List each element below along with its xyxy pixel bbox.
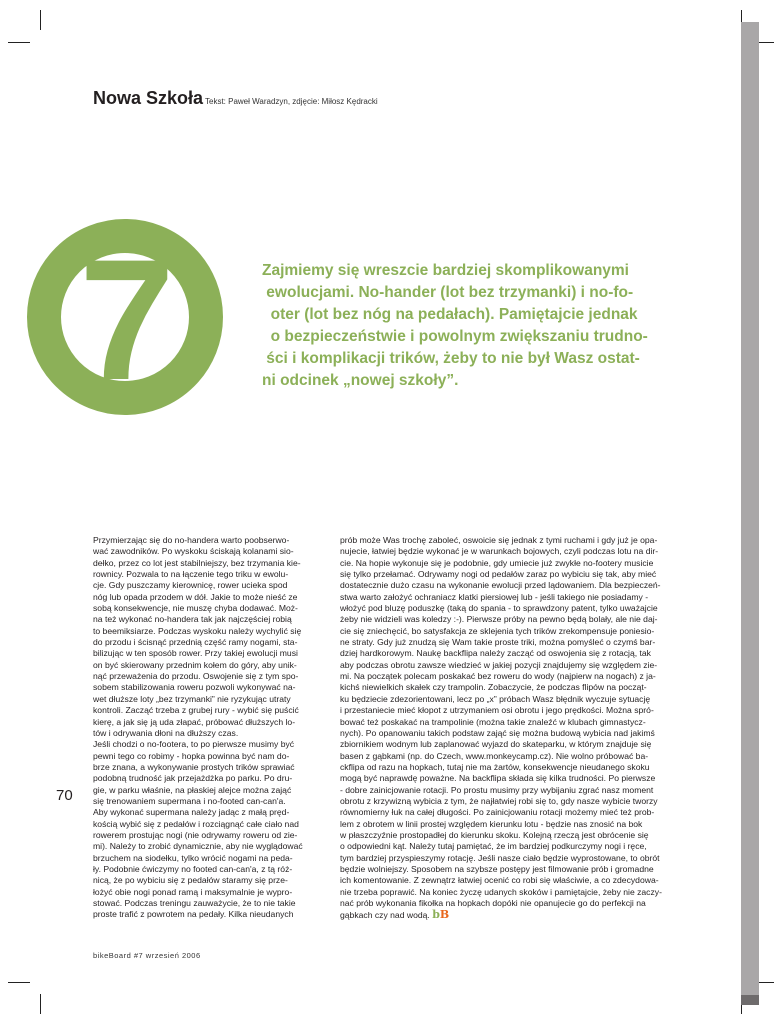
text-line: aby podczas obrotu zawsze wiedzieć w jakiej pozycji znajdujemy się względem zie- xyxy=(340,659,658,670)
text-line: rowerem prostując nogi (nie odrywamy roweru od zie- xyxy=(93,829,298,840)
text-line: sobem stabilizowania roweru pozwoli wykonywać na- xyxy=(93,682,296,693)
text-line: pewni tego co robimy - hopka powinna być nam do- xyxy=(93,750,290,761)
text-line: to beemiksiarze. Podczas wyskoku należy wychylić się xyxy=(93,625,302,636)
text-line: lem z obrotem w linii prostej względem kierunku lotu - będzie nas znosić na bok xyxy=(340,818,643,829)
text-line: kontroli. Zacząć trzeba z grubej rury - wybić się puścić xyxy=(93,705,299,716)
text-line: nąć przeważenia do przodu. Oswojenie się z tym spo- xyxy=(93,671,299,682)
end-mark-B: B xyxy=(439,908,450,922)
text-line: ły. Podobnie ćwiczymy no footed can-can'a, z tą róż- xyxy=(93,863,293,874)
badge-number: 7 xyxy=(79,224,175,416)
text-line: mi. Na początek polecam poskakać bez roweru do wody (najpierw na nogach) z ja- xyxy=(340,671,656,682)
text-line: cje. Gdy puszczamy kierownicę, rower ucieka spod xyxy=(93,580,288,591)
text-line: gąbkach czy nad wodą. xyxy=(340,910,430,921)
text-line: kichś niewielkich skałek czy trampolin. Zobaczycie, że podczas flipów na począt- xyxy=(340,682,647,693)
crop-mark-bl-h xyxy=(8,982,30,983)
lead-line: ewolucjami. No-hander (lot bez trzymanki) i no-fo- xyxy=(262,284,634,301)
text-line: on być skierowany przednim kołem do góry, aby unik- xyxy=(93,659,297,670)
text-line: - dobre zainicjowanie rotacji. Po prostu musimy przy wybijaniu zgrać nasz moment xyxy=(340,784,654,795)
text-line: zbiornikiem wodnym lub zaplanować wyjazd do skateparku, w którym znajduje się xyxy=(340,739,652,750)
text-line: nie trzeba poprawić. Na koniec życzę udanych skoków i pamiętajcie, żeby nie zaczy- xyxy=(340,886,662,897)
end-mark-b: b xyxy=(432,908,440,922)
text-line: nujecie, łatwiej będzie wykonać je w warunkach bojowych, czyli podczas lotu na dir- xyxy=(340,546,659,557)
text-line: kierę, a jak się ją uda złapać, próbować dłuższych lo- xyxy=(93,716,296,727)
text-line: dełko, przez co lot jest stabilniejszy, bez trzymania kie- xyxy=(93,557,301,568)
text-line: tów i odrywania dłoni na dłuższy czas. xyxy=(93,727,239,738)
text-line: cie się zniechęcić, bo satysfakcja ze sklejenia tych trików zrekompensuje poniesio- xyxy=(340,625,655,636)
text-line: nóg lub opada przodem w dół. Jakie to może nieść ze xyxy=(93,591,298,602)
text-line: ne straty. Gdy już znudzą się Wam takie proste triki, można pomyśleć o czymś bar- xyxy=(340,637,656,648)
text-line: bować też poskakać na trampolinie (można takie znaleźć w klubach gimnastycz- xyxy=(340,716,646,727)
page-spine-bar-bottom xyxy=(741,995,759,1005)
text-line: ckflipa od razu na hopkach, tutaj nie ma żartów, konsekwencje nieudanego skoku xyxy=(340,761,650,772)
page-title: Nowa Szkoła xyxy=(93,88,204,108)
text-line: ku będziecie zdezorientowani, lecz po „x” próbach Wasz błędnik wyczuje sytuację xyxy=(340,693,651,704)
episode-number-badge xyxy=(25,217,225,417)
page-spine-bar xyxy=(741,22,759,1000)
text-line: nicą, że po wybiciu się z pedałów staramy się prze- xyxy=(93,875,288,886)
text-line: stować. Podczas treningu zauważycie, że to nie takie xyxy=(93,898,296,908)
text-line: się trenowaniem supermana i no-footed can-can'a. xyxy=(93,795,286,806)
text-line: Aby wykonać supermana należy jadąc z małą pręd- xyxy=(93,807,290,818)
text-line: basen z gąbkami (np. do Czech, www.monkeycamp.cz). Nie wolno próbować ba- xyxy=(340,750,649,761)
lead-line: Zajmiemy się wreszcie bardziej skomplikowanymi xyxy=(262,262,629,279)
text-line: mi). Należy to zrobić dynamicznie, aby nie wyglądować xyxy=(93,841,303,852)
lead-line: ści i komplikacji trików, żeby to nie był Wasz ostat- xyxy=(262,350,640,367)
text-line: żeby nie widzieli was koledzy :-). Pierwsze próby na pewno będą bolały, ale nie daj- xyxy=(340,614,658,625)
page-footer: bikeBoard #7 wrzesień 2006 xyxy=(93,951,201,960)
text-line: brzuchem na siodełku, tylko wrócić nogami na peda- xyxy=(93,852,293,863)
text-line: i przestaniecie mieć kłopot z utrzymaniem osi obrotu i jego prędkości. Można spró- xyxy=(340,705,654,716)
lead-line: ni odcinek „nowej szkoły”. xyxy=(262,372,459,389)
text-line: stwa warto założyć ochraniacz klatki piersiowej lub - jeśli takiego nie posiadamy - xyxy=(340,591,649,602)
page-number: 70 xyxy=(56,787,73,804)
text-line: ich komentowanie. Z zewnątrz łatwiej ocenić co robi się właściwie, a co zdecydowa- xyxy=(340,875,659,886)
text-line: się tylko przełamać. Odrywamy nogi od pedałów zaraz po wybiciu się tak, aby mieć xyxy=(340,569,657,580)
text-line: bilizując w ten sposób rower. Przy takiej ewolucji musi xyxy=(93,648,298,659)
text-line: w płaszczyźnie prostopadłej do kierunku skoku. Kolejną rzeczą jest obrócenie się xyxy=(340,829,649,840)
text-line: równomierny łuk na całej długości. Po zainicjowaniu rotacji możemy mieć też prob- xyxy=(340,807,655,818)
text-line: tym bardziej przyspieszymy rotację. Jeśli nasze ciało będzie wyprostowane, to obrót xyxy=(340,852,660,863)
body-column-left xyxy=(93,535,325,921)
text-line: będzie wolniejszy. Sposobem na szybsze postępy jest filmowanie prób i gromadne xyxy=(340,863,654,874)
crop-mark-tl-v xyxy=(40,10,41,30)
lead-paragraph xyxy=(262,260,702,392)
text-line: gie, w parku właśnie, na płaskiej alejce można zająć xyxy=(93,784,292,795)
body-column-right xyxy=(340,535,692,922)
lead-line: o bezpieczeństwie i powolnym zwiększaniu trudno- xyxy=(262,328,648,345)
end-mark-logo xyxy=(432,909,449,921)
text-line: włożyć pod bluzę poduszkę (taką do spania - to sprawdzony patent, tylko uważajcie xyxy=(340,603,658,614)
text-line: do przodu i ścisnąć przednią część ramy nogami, sta- xyxy=(93,637,298,648)
text-line: łożyć obie nogi ponad ramą i maksymalnie je wypro- xyxy=(93,886,293,897)
text-line: nać prób wykonania fikołka na hopkach dopóki nie opanujecie go do perfekcji na xyxy=(340,898,646,908)
text-line: rownicy. Pozwala to na łączenie tego triku w ewolu- xyxy=(93,569,289,580)
lead-line: oter (lot bez nóg na pedałach). Pamiętajcie jednak xyxy=(262,306,638,323)
text-line: sobą konsekwencje, nie muszę chyba dodawać. Moż- xyxy=(93,603,298,614)
text-line: proste trafić z powrotem na pedały. Kilka nieudanych xyxy=(93,909,294,920)
text-line: brze znana, a wykonywanie prostych trików sprawiać xyxy=(93,761,295,772)
text-line: Przymierzając się do no-handera warto poobserwo- xyxy=(93,535,290,545)
text-line: cie. Na hopie wykonuje się je podobnie, gdy umiecie już zwykłe no-footery musicie xyxy=(340,557,654,568)
text-line: podobną trudność jak przejażdżka po parku. Po dru- xyxy=(93,773,293,784)
text-line: mogą być naprawdę poważne. Na backflipa składa się kilka trudności. Po pierwsze xyxy=(340,773,656,784)
text-line: obrotu z krzywizną wybicia z tym, że najłatwiej robi się to, gdy nasze wybicie tworzy xyxy=(340,795,658,806)
text-line: na też wykonać no-handera tak jak najczęściej robią xyxy=(93,614,292,625)
text-line: nych). Po opanowaniu takich podstaw zająć się można budową wybicia nad jakimś xyxy=(340,727,655,738)
text-line: kością wybić się z pedałów i rozciągnąć całe ciało nad xyxy=(93,818,299,829)
crop-mark-tl-h xyxy=(8,42,30,43)
text-line: wać zawodników. Po wyskoku ściskają kolanami sio- xyxy=(93,546,294,557)
text-line-last xyxy=(340,909,692,921)
text-line: wet dłuższe loty „bez trzymanki” nie ryzykując utraty xyxy=(93,693,291,704)
text-line: dziej hardkorowym. Naukę backflipa należy zacząć od oswojenia się z rotacją, tak xyxy=(340,648,651,659)
text-line: dostatecznie dużo czasu na wykonanie ewolucji przed lądowaniem. Dla bezpieczeń- xyxy=(340,580,661,591)
crop-mark-bl-v xyxy=(40,994,41,1014)
text-line: prób może Was trochę zaboleć, oswoicie się jednak z tymi ruchami i gdy już je opa- xyxy=(340,535,658,545)
article-credits: Tekst: Paweł Waradzyn, zdjęcie: Miłosz Kędracki xyxy=(205,97,378,106)
text-line: o odpowiedni kąt. Należy tutaj pamiętać, że im bardziej podkurczymy nogi i ręce, xyxy=(340,841,647,852)
text-line: Jeśli chodzi o no-footera, to po pierwsze musimy być xyxy=(93,739,295,750)
